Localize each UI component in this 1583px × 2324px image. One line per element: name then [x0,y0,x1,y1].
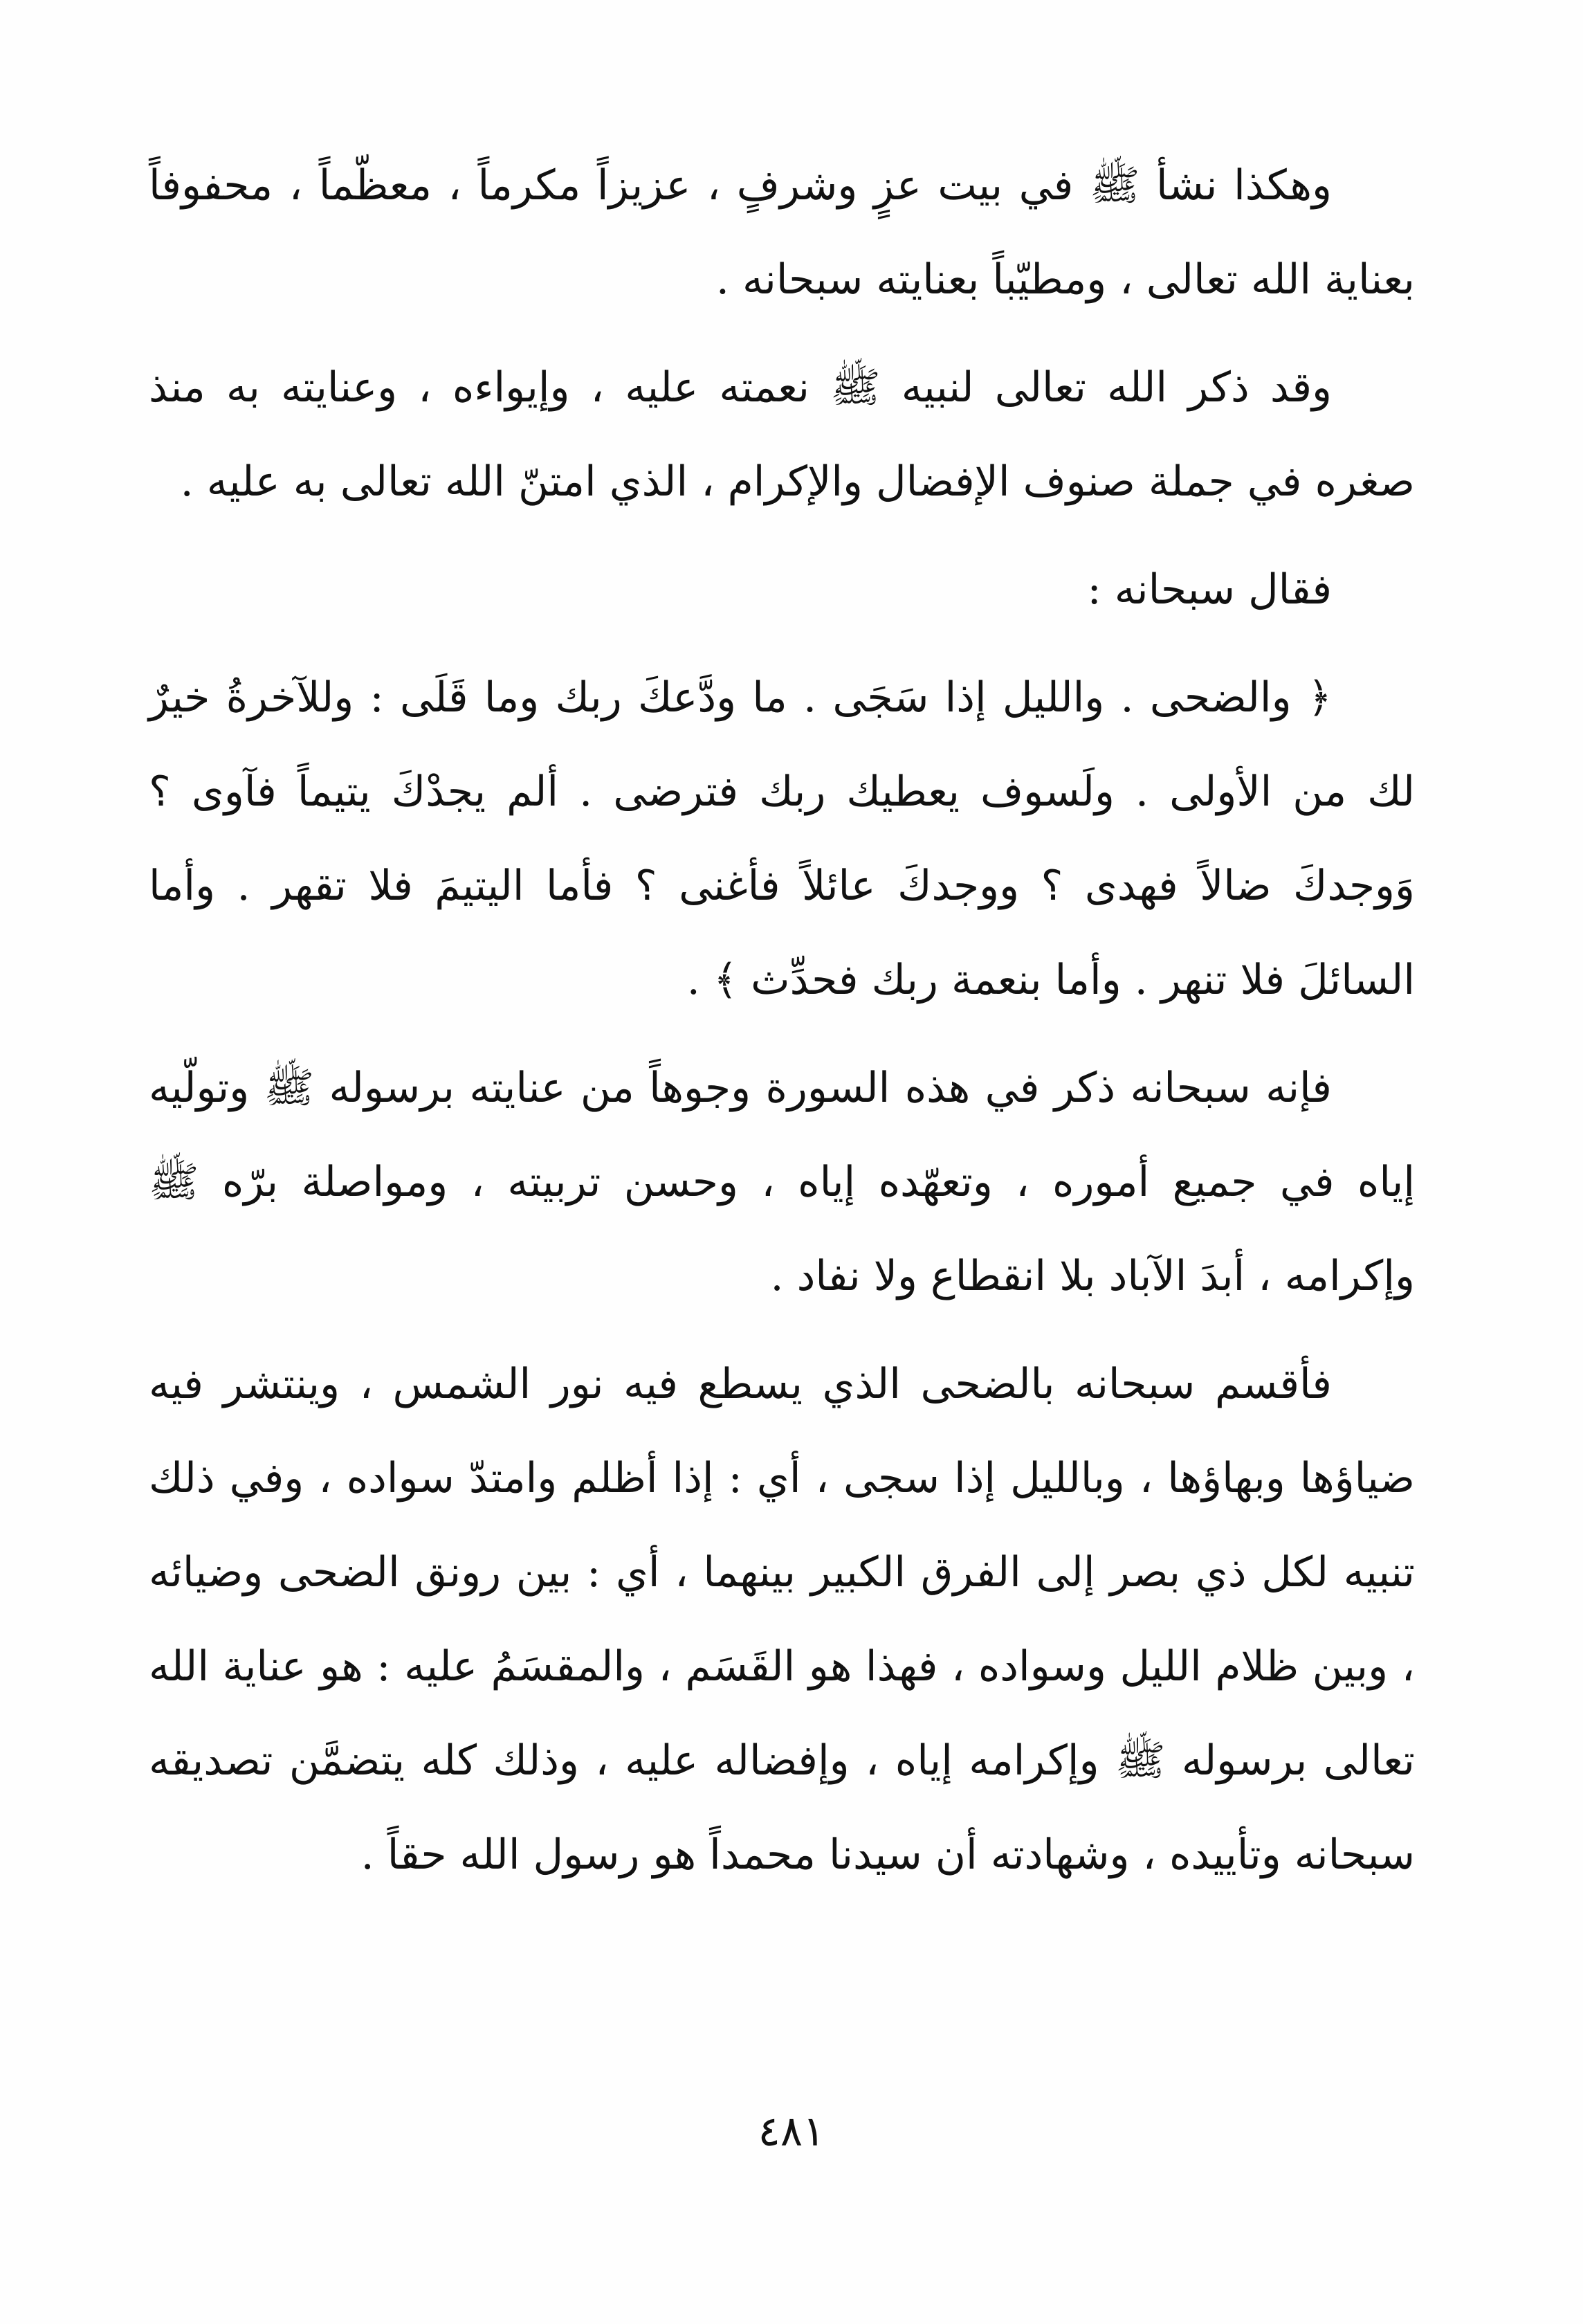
paragraph-2: وقد ذكر الله تعالى لنبيه ﷺ نعمته عليه ، وإيواءه ، وعنايته به منذ صغره في جملة صنوف الإفضال والإكرام ، الذي امتنّ الله تعالى به عليه . [149,363,1415,506]
page-number: ٤٨١ [758,2107,825,2156]
body-text [149,138,1415,1916]
paragraph-5: فإنه سبحانه ذكر في هذه السورة وجوهاً من عنايته برسوله ﷺ وتولّيه إياه في جميع أموره ، وتعهّده إياه ، وحسن تربيته ، ومواصلة برّه ﷺ وإكرامه ، أبدَ الآباد بلا انقطاع ولا نفاد . [149,1064,1415,1300]
quran-verse-paragraph: ﴿ والضحى . والليل إذا سَجَى . ما ودَّعكَ ربك وما قَلَى : وللآخرةُ خيرٌ لك من الأولى . ولَسوف يعطيك ربك فترضى . ألم يجدْكَ يتيماً فآوى ؟ وَوجدكَ ضالاً فهدى ؟ ووجدكَ عائلاً فأغنى ؟ فأما اليتيمَ فلا تقهر . وأما السائلَ فلا تنهر . وأما بنعمة ربك فحدِّث ﴾ . [149,673,1415,1004]
paragraph-1: وهكذا نشأ ﷺ في بيت عزٍ وشرفٍ ، عزيزاً مكرماً ، معظّماً ، محفوفاً بعناية الله تعالى ، ومطيّباً بعنايته سبحانه . [149,161,1415,304]
paragraph-3: فقال سبحانه : [1087,565,1332,614]
paragraph-6: فأقسم سبحانه بالضحى الذي يسطع فيه نور الشمس ، وينتشر فيه ضياؤها وبهاؤها ، وبالليل إذا سجى ، أي : إذا أظلم وامتدّ سواده ، وفي ذلك تنبيه لكل ذي بصر إلى الفرق الكبير بينهما ، أي : بين رونق الضحى وضيائه ، وبين ظلام الليل وسواده ، فهذا هو القَسَم ، والمقسَمُ عليه : هو عناية الله تعالى برسوله ﷺ وإكرامه إياه ، وإفضاله عليه ، وذلك كله يتضمَّن تصديقه سبحانه وتأييده ، وشهادته أن سيدنا محمداً هو رسول الله حقاً . [149,1360,1415,1879]
